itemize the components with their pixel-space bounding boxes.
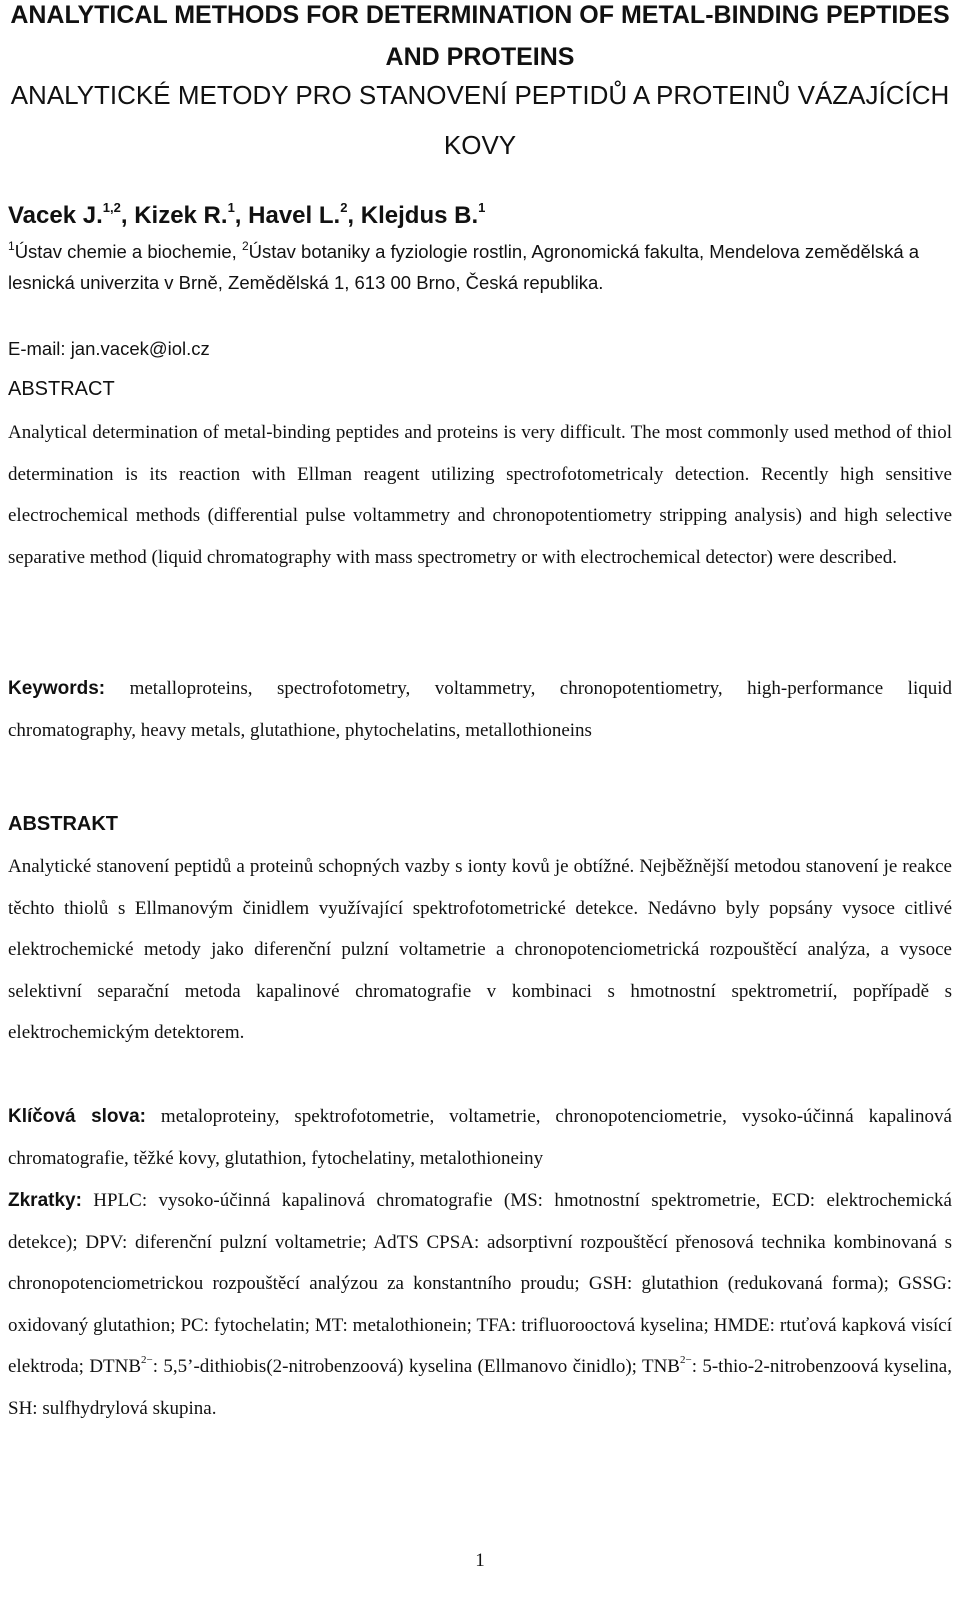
abstrakt-body: Analytické stanovení peptidů a proteinů schopných vazby s ionty kovů je obtížné. Nejběžnější metodou stanovení je reakce těchto thiolů s Ellmanovým činidlem využívající spektrofotometrické detekce. Nedávno byly popsány vysoce citlivé elektrochemické metody jako diferenční pulzní voltametrie a chronopotenciometrická rozpouštěcí analýza, a vysoce selektivní separační metoda kapalinové chromatografie v kombinaci s hmotnostní spektrometrií, popřípadě s elektrochemickým detektorem. — [8, 856, 952, 1043]
czech-keywords-text: metaloproteiny, spektrofotometrie, voltametrie, chronopotenciometrie, vysoko-účinná kapalinová chromatografie, těžké kovy, glutathion, fytochelatiny, metalothioneiny — [8, 1106, 952, 1169]
abbreviations-text: : 5-thio-2-nitrobenzoová kyselina, SH: sulfhydrylová skupina. — [8, 1356, 952, 1419]
abstract-heading: ABSTRACT — [8, 378, 115, 400]
abstrakt-heading: ABSTRAKT — [8, 813, 118, 835]
author-name: Vacek J. — [8, 202, 103, 229]
affiliation-mark: 2 — [241, 239, 249, 253]
keywords — [8, 668, 952, 751]
author-name: Kizek R. — [134, 202, 228, 229]
title-czech: ANALYTICKÉ METODY PRO STANOVENÍ PEPTIDŮ A PROTEINŮ VÁZAJÍCÍCH KOVY — [10, 80, 950, 160]
affiliation-text: Ústav botaniky a fyziologie rostlin, Agronomická fakulta, Mendelova zemědělská a lesnická univerzita v Brně, Zemědělská 1, 613 00 Brno, Česká republika. — [8, 241, 920, 293]
title-english: ANALYTICAL METHODS FOR DETERMINATION OF METAL-BINDING PEPTIDES AND PROTEINS — [10, 1, 950, 71]
author-affiliation-mark: 1 — [227, 200, 235, 215]
author-list — [8, 202, 485, 230]
affiliation-mark: 1 — [8, 239, 15, 253]
abbreviations-label: Zkratky: — [8, 1190, 82, 1211]
keywords-label: Keywords: — [8, 678, 106, 699]
affiliation — [8, 236, 952, 298]
abbreviations-text: HPLC: vysoko-účinná kapalinová chromatografie (MS: hmotnostní spektrometrie, ECD: elektrochemická detekce); DPV: diferenční pulzní voltametrie; AdTS CPSA: adsorptivní rozpouštěcí přenosová technika kombinovaná s chronopotenciometrickou rozpouštěcí analýzou za konstantního proudu; GSH: glutathion (redukovaná forma); GSSG: oxidovaný glutathion; PC: fytochelatin; MT: metalothionein; TFA: trifluorooctová kyselina; HMDE: rtuťová kapková visící elektroda; DTNB — [8, 1190, 952, 1377]
abbreviations-text: : 5,5’-dithiobis(2-nitrobenzoová) kyselina (Ellmanovo činidlo); TNB — [152, 1356, 680, 1377]
contact-email: E-mail: jan.vacek@iol.cz — [8, 338, 210, 359]
abstract-body: Analytical determination of metal-binding peptides and proteins is very difficult. The most commonly used method of thiol determination is its reaction with Ellman reagent utilizing spectrofotometricaly detection. Recently high sensitive electrochemical methods (differential pulse voltammetry and chronopotentiometry stripping analysis) and high selective separative method (liquid chromatography with mass spectrometry or with electrochemical detector) were described. — [8, 422, 952, 568]
author-affiliation-mark: 1 — [478, 200, 486, 215]
czech-keywords-label: Klíčová slova: — [8, 1106, 146, 1127]
author-affiliation-mark: 2 — [340, 200, 348, 215]
author-affiliation-mark: 1,2 — [102, 200, 121, 215]
czech-keywords — [8, 1096, 952, 1179]
page-number: 1 — [475, 1550, 485, 1571]
author-name: Klejdus B. — [360, 202, 479, 229]
author-separator: , — [234, 202, 249, 229]
affiliation-text: Ústav chemie a biochemie, — [14, 241, 242, 262]
keywords-text: metalloproteins, spectrofotometry, voltammetry, chronopotentiometry, high-performance liquid chromatography, heavy metals, glutathione, phytochelatins, metallothioneins — [8, 678, 952, 741]
abbreviations — [8, 1180, 952, 1429]
author-separator: , — [347, 202, 361, 229]
author-name: Havel L. — [248, 202, 341, 229]
abbreviations-charge: 2− — [679, 1354, 692, 1366]
abbreviations-charge: 2− — [141, 1354, 153, 1366]
author-separator: , — [120, 202, 135, 229]
